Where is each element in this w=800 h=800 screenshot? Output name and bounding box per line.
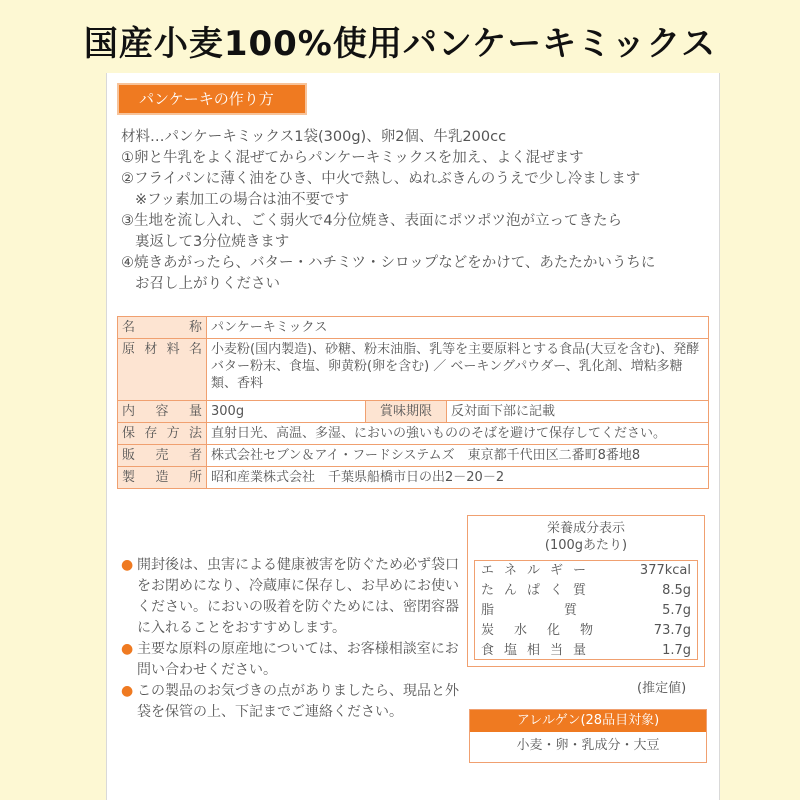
content-value: 300g [207,401,366,423]
nutrition-row [475,601,697,621]
nutrient-value: 377kcal [639,563,691,578]
howto-tab [117,83,307,115]
caution-note-text: この製品のお気づきの点がありましたら、現品と外袋を保管の上、下記までご連絡ください。 [137,683,459,720]
nutrition-facts [467,515,705,667]
step-3-cont: 裏返して3分位焼きます [135,234,290,250]
nutrition-row [475,581,697,601]
howto-tab-label: パンケーキの作り方 [139,90,274,108]
caution-note [121,639,461,681]
nutrient-name: エネルギー [481,563,597,578]
maker-label: 製造所 [118,467,207,489]
nutrition-title: 栄養成分表示 [546,521,625,536]
nutrient-name: たんぱく質 [481,583,597,598]
bullet-icon: ● [121,641,134,657]
ingredients-label: 原材料名 [118,339,207,401]
nutrition-row [475,641,697,661]
nutrition-estimate-note: (推定値) [637,681,687,696]
maker-value: 昭和産業株式会社 千葉県船橋市日の出2－20－2 [207,467,709,489]
content-label: 内容量 [118,401,207,423]
step-4-cont: お召し上がりください [135,276,280,292]
seller-value: 株式会社セブン＆アイ・フードシステムズ 東京都千代田区二番町8番地8 [207,445,709,467]
page-title: 国産小麦100%使用パンケーキミックス [83,24,717,64]
step-4: ④焼きあがったら、バター・ハチミツ・シロップなどをかけて、あたたかいうちに [121,255,656,271]
ingredients-line: 材料…パンケーキミックス1袋(300g)、卵2個、牛乳200cc [121,129,507,145]
step-2-note: ※フッ素加工の場合は油不要です [135,192,350,208]
expiry-label: 賞味期限 [366,401,447,423]
name-label: 名称 [118,317,207,339]
nutrient-value: 8.5g [662,583,691,598]
caution-notes [121,555,461,723]
nutrition-rows [474,560,698,660]
nutrient-value: 73.7g [653,623,691,638]
nutrition-row [475,621,697,641]
ingredients-value: 小麦粉(国内製造)、砂糖、粉末油脂、乳等を主要原料とする食品(大豆を含む)、発酵バター粉末、食塩、卵黄粉(卵を含む) ／ ベーキングパウダー、乳化剤、増粘多糖類、香料 [207,339,709,401]
product-info-table [117,316,709,489]
step-3: ③生地を流し入れ、ごく弱火で4分位焼き、表面にポツポツ泡が立ってきたら [121,213,623,229]
allergen-items: 小麦・卵・乳成分・大豆 [516,738,660,753]
name-value: パンケーキミックス [207,317,709,339]
table-row [118,339,709,401]
table-row [118,467,709,489]
product-label [106,73,720,800]
nutrient-name: 炭水化物 [481,623,614,638]
nutrition-row [475,561,697,581]
allergen-box [469,709,707,763]
howto-instructions [121,127,711,295]
caution-note [121,555,461,639]
bullet-icon: ● [121,683,134,699]
storage-value: 直射日光、高温、多湿、においの強いもののそばを避けて保存してください。 [207,423,709,445]
step-2: ②フライパンに薄く油をひき、中火で熱し、ぬれぶきんのうえで少し冷まします [121,171,641,187]
table-row [118,317,709,339]
caution-note-text: 開封後は、虫害による健康被害を防ぐため必ず袋口をお閉めになり、冷蔵庫に保存し、お早めにお使いください。においの吸着を防ぐためには、密閉容器に入れることをおすすめします。 [137,557,459,636]
caution-note-text: 主要な原料の原産地については、お客様相談室にお問い合わせください。 [137,641,459,678]
nutrient-value: 1.7g [662,643,691,658]
seller-label: 販売者 [118,445,207,467]
bullet-icon: ● [121,557,134,573]
nutrition-subtitle: (100gあたり) [544,538,628,553]
storage-label: 保存方法 [118,423,207,445]
nutrient-value: 5.7g [662,603,691,618]
expiry-value: 反対面下部に記載 [447,401,709,423]
nutrient-name: 食塩相当量 [481,643,597,658]
table-row [118,445,709,467]
nutrient-name: 脂質 [481,603,648,618]
table-row [118,423,709,445]
step-1: ①卵と牛乳をよく混ぜてからパンケーキミックスを加え、よく混ぜます [121,150,584,166]
allergen-title: アレルゲン(28品目対象) [470,710,706,732]
table-row [118,401,709,423]
caution-note [121,681,461,723]
